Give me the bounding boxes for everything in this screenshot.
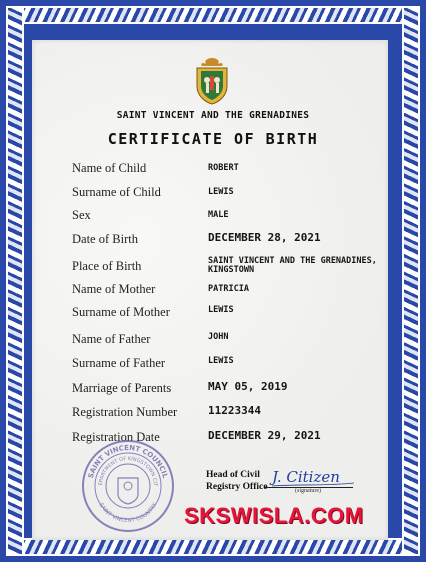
field-value: MALE	[208, 210, 229, 220]
certificate-title: CERTIFICATE OF BIRTH	[107, 130, 319, 148]
country-heading: SAINT VINCENT AND THE GRENADINES	[116, 110, 310, 121]
field-label: Name of Child	[72, 161, 147, 175]
seal-top-text: SAINT VINCENT COUNCIL	[86, 443, 170, 480]
registry-office-line1: Head of Civil	[206, 470, 260, 480]
watermark-text: SKSWISLA.COM	[184, 503, 364, 528]
registry-office-line2: Registry Office	[206, 482, 268, 492]
field-label: Name of Father	[72, 332, 151, 346]
signature-image	[268, 462, 358, 490]
field-label: Surname of Father	[72, 356, 166, 370]
field-label: Name of Mother	[72, 282, 156, 296]
field-label: Marriage of Parents	[72, 381, 172, 395]
field-label: Sex	[72, 208, 91, 222]
field-label: Registration Number	[72, 405, 178, 419]
signature-note: (signature)	[295, 488, 321, 494]
border-left	[6, 6, 24, 556]
field-value-line2: KINGSTOWN	[208, 265, 255, 275]
border-bottom	[6, 538, 420, 556]
registry-office-label	[206, 469, 267, 493]
field-value: LEWIS	[208, 187, 234, 197]
field-value: JOHN	[208, 332, 229, 342]
field-value: DECEMBER 29, 2021	[208, 429, 321, 442]
border-right	[402, 6, 420, 556]
field-value: PATRICIA	[208, 284, 249, 294]
field-value: MAY 05, 2019	[208, 380, 288, 393]
field-label: Date of Birth	[72, 232, 138, 246]
field-value: LEWIS	[208, 356, 234, 366]
field-label: Surname of Child	[72, 185, 161, 199]
council-seal-stamp	[80, 438, 176, 534]
field-value: LEWIS	[208, 305, 234, 315]
field-value: 11223344	[208, 404, 261, 417]
field-value: DECEMBER 28, 2021	[208, 231, 321, 244]
field-value: ROBERT	[208, 163, 239, 173]
seal-inner-text: EPARTMENT OF KINGSTOWN CIT	[97, 455, 159, 487]
border-top	[6, 6, 420, 24]
coat-of-arms-icon	[192, 56, 232, 106]
signature-text: J. Citizen	[272, 468, 340, 486]
field-label: Surname of Mother	[72, 305, 170, 319]
seal-bottom-text: SAINT VINCENT COUNTRY	[97, 502, 159, 525]
svg-text:SAINT VINCENT COUNTRY	[98, 502, 159, 524]
field-label: Place of Birth	[72, 259, 142, 273]
field-label: Registration Date	[72, 430, 160, 444]
field-value: SAINT VINCENT AND THE GRENADINES,	[208, 256, 377, 266]
